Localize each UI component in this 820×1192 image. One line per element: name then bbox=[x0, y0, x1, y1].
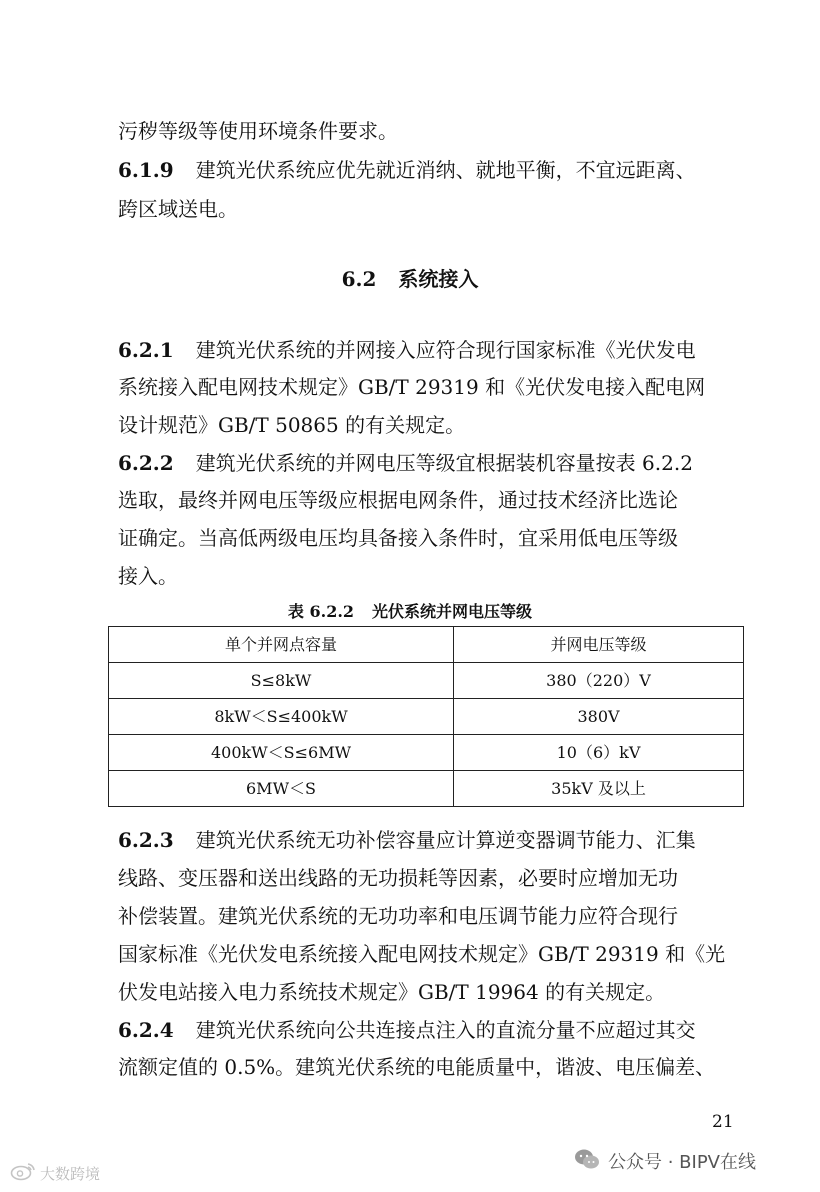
weibo-watermark bbox=[10, 1160, 100, 1186]
body-line bbox=[118, 119, 398, 143]
body-line bbox=[118, 488, 678, 512]
cell-voltage: 35kV 及以上 bbox=[454, 771, 744, 807]
line-text: 线路、变压器和送出线路的无功损耗等因素，必要时应增加无功 bbox=[118, 866, 678, 890]
cell-voltage: 380V bbox=[454, 699, 744, 735]
line-text: 建筑光伏系统的并网电压等级宜根据装机容量按表 6.2.2 bbox=[195, 451, 693, 475]
table-row bbox=[109, 735, 744, 771]
cell-capacity: 6MW＜S bbox=[109, 771, 454, 807]
clause-number: 6.2.1 bbox=[118, 338, 174, 362]
line-text: 建筑光伏系统无功补偿容量应计算逆变器调节能力、汇集 bbox=[195, 828, 696, 852]
body-line bbox=[118, 980, 665, 1004]
section-number: 6.2 bbox=[341, 267, 377, 291]
body-line bbox=[118, 828, 696, 852]
page-number: 21 bbox=[712, 1112, 734, 1132]
body-line bbox=[118, 904, 678, 928]
body-line bbox=[118, 197, 238, 221]
line-text: 选取，最终并网电压等级应根据电网条件，通过技术经济比选论 bbox=[118, 488, 678, 512]
cell-capacity: 400kW＜S≤6MW bbox=[109, 735, 454, 771]
clause-number: 6.2.3 bbox=[118, 828, 174, 852]
body-line bbox=[118, 526, 678, 550]
clause-number: 6.1.9 bbox=[118, 158, 174, 182]
table-row bbox=[109, 771, 744, 807]
table-number: 表 6.2.2 bbox=[287, 602, 355, 621]
line-text: 系统接入配电网技术规定》GB/T 29319 和《光伏发电接入配电网 bbox=[118, 375, 706, 399]
body-line bbox=[118, 451, 693, 475]
line-text: 建筑光伏系统应优先就近消纳、就地平衡，不宜远距离、 bbox=[195, 158, 696, 182]
line-text: 证确定。当高低两级电压均具备接入条件时，宜采用低电压等级 bbox=[118, 526, 678, 550]
table-caption bbox=[0, 602, 820, 622]
line-text: 伏发电站接入电力系统技术规定》GB/T 19964 的有关规定。 bbox=[118, 980, 666, 1004]
line-text: 建筑光伏系统向公共连接点注入的直流分量不应超过其交 bbox=[195, 1018, 696, 1042]
line-text: 设计规范》GB/T 50865 的有关规定。 bbox=[118, 413, 466, 437]
body-line bbox=[118, 1018, 696, 1042]
body-line bbox=[118, 158, 696, 182]
line-text: 国家标准《光伏发电系统接入配电网技术规定》GB/T 29319 和《光 bbox=[118, 942, 726, 966]
line-text: 跨区域送电。 bbox=[118, 197, 238, 221]
body-line bbox=[118, 413, 465, 437]
table-row bbox=[109, 699, 744, 735]
body-line bbox=[118, 338, 696, 362]
body-line bbox=[118, 375, 705, 399]
clause-number: 6.2.2 bbox=[118, 451, 174, 475]
weibo-watermark-text: 大数跨境 bbox=[40, 1164, 101, 1183]
table-row bbox=[109, 663, 744, 699]
cell-capacity: 8kW＜S≤400kW bbox=[109, 699, 454, 735]
header-voltage: 并网电压等级 bbox=[454, 627, 744, 663]
clause-number: 6.2.4 bbox=[118, 1018, 174, 1042]
cell-voltage: 10（6）kV bbox=[454, 735, 744, 771]
line-text: 建筑光伏系统的并网接入应符合现行国家标准《光伏发电 bbox=[195, 338, 696, 362]
line-text: 补偿装置。建筑光伏系统的无功功率和电压调节能力应符合现行 bbox=[118, 904, 678, 928]
line-text: 污秽等级等使用环境条件要求。 bbox=[118, 119, 398, 143]
wechat-icon bbox=[574, 1148, 600, 1175]
cell-capacity: S≤8kW bbox=[109, 663, 454, 699]
section-title-text: 系统接入 bbox=[398, 267, 479, 291]
body-line bbox=[118, 564, 178, 588]
wechat-watermark bbox=[574, 1148, 756, 1174]
voltage-level-table bbox=[108, 626, 744, 807]
table-header-row bbox=[109, 627, 744, 663]
body-line bbox=[118, 866, 678, 890]
weibo-icon bbox=[10, 1161, 36, 1185]
header-capacity: 单个并网点容量 bbox=[109, 627, 454, 663]
wechat-watermark-text: 公众号 · BIPV在线 bbox=[608, 1152, 756, 1173]
table-title: 光伏系统并网电压等级 bbox=[372, 602, 533, 621]
section-title bbox=[0, 267, 820, 291]
line-text: 接入。 bbox=[118, 564, 178, 588]
cell-voltage: 380（220）V bbox=[454, 663, 744, 699]
body-line bbox=[118, 1055, 715, 1079]
line-text: 流额定值的 0.5%。建筑光伏系统的电能质量中，谐波、电压偏差、 bbox=[118, 1055, 716, 1079]
body-line bbox=[118, 942, 725, 966]
